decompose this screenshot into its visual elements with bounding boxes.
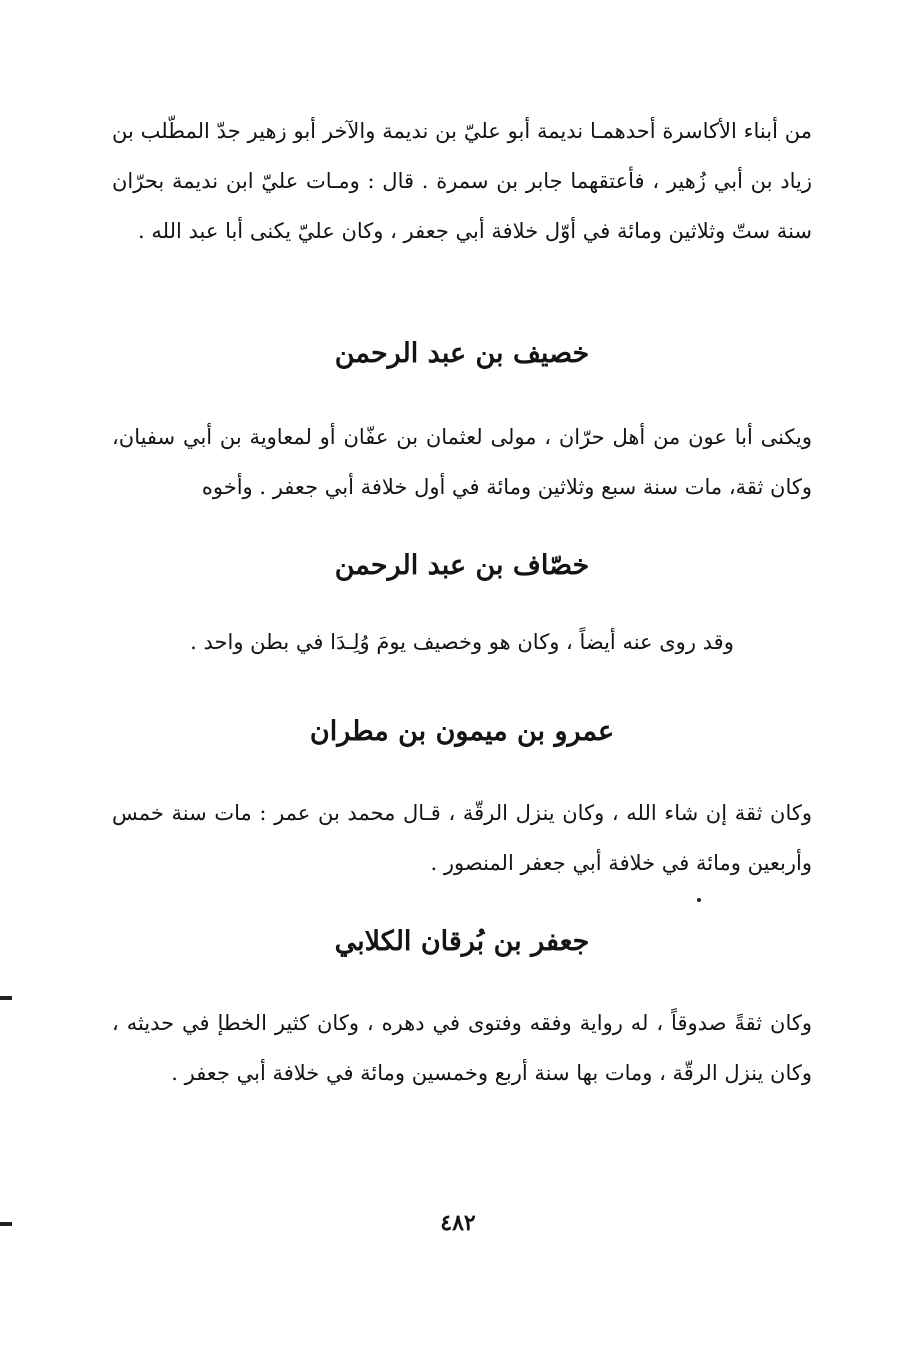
intro-paragraph: من أبناء الأكاسرة أحدهمـا نديمة أبو عليّ بن نديمة والآخر أبو زهير جدّ المطّلب بن زياد بن أبي زُهير ، فأعتقهما جابر بن سمرة . قال : ومـات عليّ ابن نديمة بحرّان سنة ستّ وثلاثين ومائة في أوّل خلافة أبي جعفر ، وكان عليّ يكنى أبا عبد الله .	[112, 119, 812, 243]
khassaf-paragraph: وقد روى عنه أيضاً ، وكان هو وخصيف يومَ وُلِـدَا في بطن واحد .	[190, 630, 734, 654]
jafar-paragraph: وكان ثقةً صدوقاً ، له رواية وفقه وفتوى في دهره ، وكان كثير الخطإ في حديثه ، وكان ينزل الرقّة ، ومات بها سنة أربع وخمسين ومائة في خلافة أبي جعفر .	[112, 1011, 812, 1085]
scan-edge-mark	[0, 996, 12, 1000]
heading-jafar: جعفر بن بُرقان الكلابي	[334, 926, 590, 957]
heading-khusayf: خصيف بن عبد الرحمن	[334, 338, 590, 369]
page-number: ٤٨٢	[440, 1210, 476, 1236]
heading-amr: عمرو بن ميمون بن مطران	[309, 716, 615, 747]
heading-khassaf: خصّاف بن عبد الرحمن	[334, 550, 590, 581]
amr-paragraph: وكان ثقة إن شاء الله ، وكان ينزل الرقّة ، قـال محمد بن عمر : مات سنة خمس وأربعين ومائة في خلافة أبي جعفر المنصور .	[112, 801, 812, 875]
scan-edge-mark	[0, 1222, 12, 1226]
scan-speck	[697, 898, 701, 902]
khusayf-paragraph: ويكنى أبا عون من أهل حرّان ، مولى لعثمان بن عفّان أو لمعاوية بن أبي سفيان، وكان ثقة، مات سنة سبع وثلاثين ومائة في أول خلافة أبي جعفر . وأخوه	[112, 425, 812, 499]
